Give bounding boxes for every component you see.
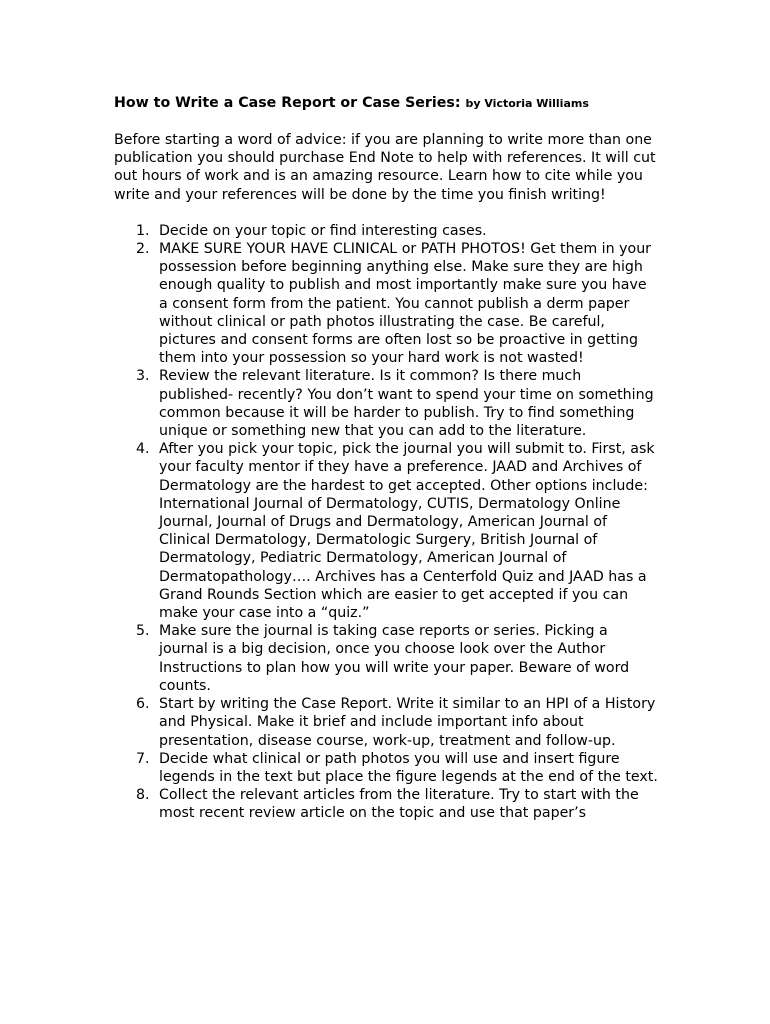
- list-item-number: 8.: [136, 787, 150, 804]
- list-item: [114, 240, 659, 367]
- list-item-number: 1.: [136, 222, 150, 239]
- list-item-text: Start by writing the Case Report. Write it similar to an HPI of a History and Physical. Make it brief and include important info about presentation, disease course, work-up, treatment and follow-up.: [159, 696, 656, 749]
- list-item: [114, 622, 659, 695]
- list-item-number: 3.: [136, 368, 150, 385]
- list-item-text: Decide on your topic or find interesting cases.: [159, 222, 487, 239]
- list-item-text: Decide what clinical or path photos you will use and insert figure legends in the text but place the figure legends at the end of the text.: [159, 750, 658, 785]
- list-item-text: Make sure the journal is taking case reports or series. Picking a journal is a big decision, once you choose look over the Author Instructions to plan how you will write your paper. Beware of word counts.: [159, 623, 630, 694]
- list-item-number: 5.: [136, 623, 150, 640]
- list-item-number: 2.: [136, 241, 150, 258]
- steps-list: [114, 222, 659, 823]
- list-item-text: Collect the relevant articles from the literature. Try to start with the most recent review article on the topic and use that paper’s: [159, 787, 639, 822]
- list-item: [114, 222, 659, 240]
- list-item-number: 7.: [136, 750, 150, 767]
- list-item-text: After you pick your topic, pick the journal you will submit to. First, ask your faculty mentor if they have a preference. JAAD and Archives of Dermatology are the hardest to get accepted. Other options include: International Journal of Dermatology, CUTIS, Dermatology Online Journal, Journal of Drugs and Dermatology, American Journal of Clinical Dermatology, Dermatologic Surgery, British Journal of Dermatology, Pediatric Dermatology, American Journal of Dermatopathology…. Archives has a Centerfold Quiz and JAAD has a Grand Rounds Section which are easier to get accepted if you can make your case into a “quiz.”: [159, 441, 655, 622]
- list-item: [114, 786, 659, 822]
- list-item-number: 6.: [136, 696, 150, 713]
- list-item-number: 4.: [136, 441, 150, 458]
- list-item: [114, 440, 659, 622]
- list-item: [114, 750, 659, 786]
- list-item: [114, 367, 659, 440]
- list-item: [114, 695, 659, 750]
- document-page: [114, 93, 659, 823]
- intro-paragraph: Before starting a word of advice: if you are planning to write more than one publication you should purchase End Note to help with references. It will cut out hours of work and is an amazing resource. Learn how to cite while you write and your references will be done by the time you finish writing!: [114, 132, 656, 203]
- document-title-line: [114, 93, 659, 114]
- author-byline: by Victoria Williams: [465, 97, 589, 110]
- document-title: How to Write a Case Report or Case Series:: [114, 95, 461, 111]
- list-item-text: MAKE SURE YOUR HAVE CLINICAL or PATH PHOTOS! Get them in your possession before beginning anything else. Make sure they are high enough quality to publish and most importantly make sure you have a consent form from the patient. You cannot publish a derm paper without clinical or path photos illustrating the case. Be careful, pictures and consent forms are often lost so be proactive in getting them into your possession so your hard work is not wasted!: [159, 241, 652, 367]
- list-item-text: Review the relevant literature. Is it common? Is there much published- recently? You don’t want to spend your time on something common because it will be harder to publish. Try to find something unique or something new that you can add to the literature.: [159, 368, 654, 440]
